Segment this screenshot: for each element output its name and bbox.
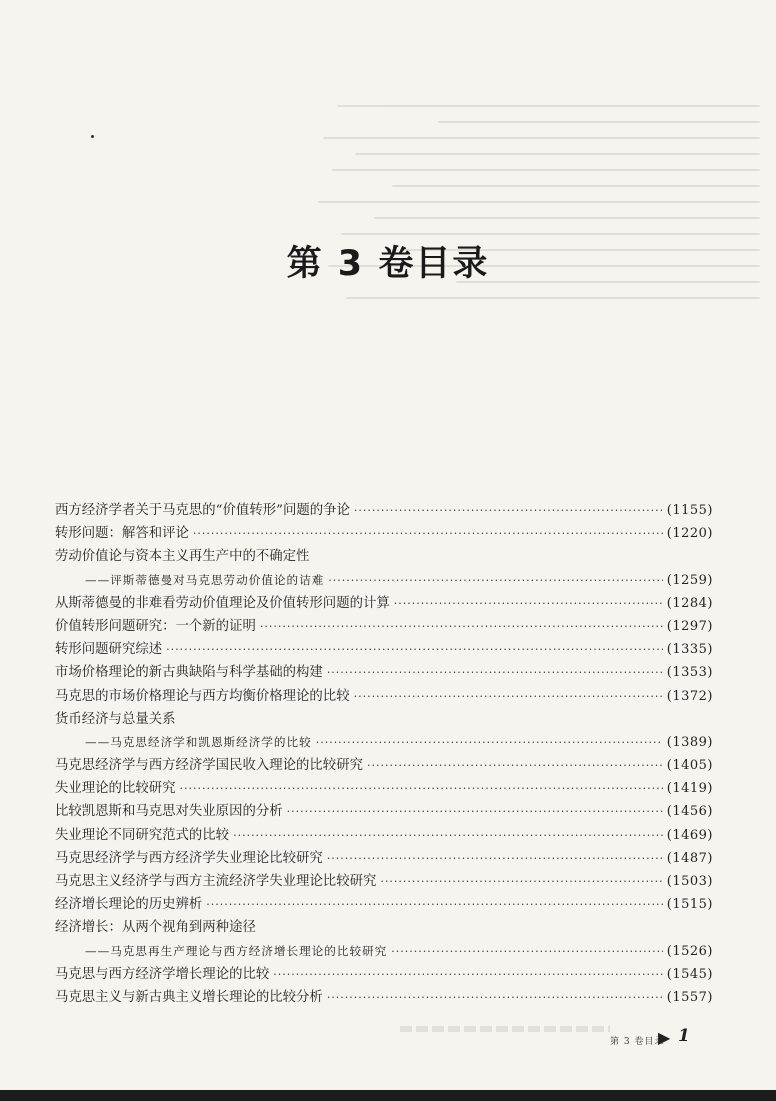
toc-page-number: (1526): [666, 943, 713, 959]
toc-entry: [55, 638, 713, 661]
scan-bottom-edge: [0, 1090, 776, 1101]
toc-entry-title: 比较凯恩斯和马克思对失业原因的分析: [55, 804, 283, 820]
dot-leader: [206, 893, 662, 916]
toc-entry: [55, 800, 713, 823]
toc-page-number: (1419): [666, 781, 713, 797]
dot-leader: [391, 940, 663, 963]
toc-page-number: (1220): [666, 526, 713, 542]
toc-page-number: (1545): [666, 966, 713, 982]
toc-entry: [55, 708, 713, 731]
toc-page-number: (1155): [666, 503, 713, 518]
toc-entry-title: 转形问题研究综述: [55, 642, 163, 658]
toc-entry: [55, 847, 713, 870]
toc-entry: [55, 685, 713, 708]
speck-mark: [91, 135, 94, 138]
page-footer: [440, 1028, 720, 1058]
dot-leader: [367, 754, 663, 777]
toc-page-number: (1503): [666, 874, 713, 889]
dot-leader: [327, 661, 663, 684]
toc-entry: [55, 661, 713, 684]
toc-page-number: (1487): [666, 850, 713, 866]
dot-leader: [394, 592, 663, 615]
toc-page-number: (1353): [666, 665, 713, 681]
dot-leader: [316, 731, 663, 754]
toc-entry: [55, 986, 713, 1009]
toc-entry-title: 劳动价值论与资本主义再生产中的不确定性: [55, 549, 310, 565]
toc-entry-title: 马克思与西方经济学增长理论的比较: [55, 966, 270, 982]
toc-entry: [55, 893, 713, 916]
toc-entry-title: 马克思主义与新古典主义增长理论的比较分析: [55, 989, 323, 1005]
page-title: 第 3 卷目录: [286, 244, 490, 285]
toc-entry: [55, 754, 713, 777]
toc-entry: [55, 916, 713, 939]
toc-entry-title: 转形问题：解答和评论: [55, 526, 189, 542]
toc-subtitle-entry: [55, 569, 713, 592]
toc-entry: [55, 824, 713, 847]
toc-entry-title: 马克思的市场价格理论与西方均衡价格理论的比较: [55, 688, 350, 704]
page-number: 1: [678, 1026, 690, 1046]
toc-subtitle-entry: [55, 731, 713, 754]
toc-entry-title: 货币经济与总量关系: [55, 711, 176, 727]
toc-entry-title: 西方经济学者关于马克思的“价值转形”问题的争论: [55, 503, 350, 518]
toc-entry-title: 失业理论不同研究范式的比较: [55, 827, 230, 843]
dot-leader: [380, 870, 662, 893]
toc-page-number: (1456): [666, 804, 713, 820]
toc-page-number: (1284): [666, 595, 713, 611]
toc-page-number: (1372): [666, 688, 713, 704]
toc-entry-title: 马克思经济学与西方经济学国民收入理论的比较研究: [55, 758, 363, 774]
toc-entry-title: ——评斯蒂德曼对马克思劳动价值论的诘难: [85, 572, 325, 587]
footer-label: 第 3 卷目录: [610, 1037, 665, 1047]
table-of-contents: [55, 499, 713, 1009]
toc-page-number: (1335): [666, 642, 713, 658]
toc-entry-title: 价值转形问题研究：一个新的证明: [55, 618, 256, 634]
dot-leader: [273, 963, 663, 986]
toc-entry-title: 经济增长：从两个视角到两种途径: [55, 920, 256, 936]
dot-leader: [354, 499, 663, 522]
triangle-marker-icon: ▶: [658, 1028, 671, 1047]
toc-entry: [55, 499, 713, 522]
toc-page-number: (1515): [666, 897, 713, 913]
footer-bleed-through: [400, 1026, 610, 1032]
toc-entry: [55, 777, 713, 800]
toc-entry: [55, 615, 713, 638]
toc-entry-title: 经济增长理论的历史辨析: [55, 897, 203, 913]
toc-entry: [55, 545, 713, 568]
toc-page-number: (1405): [666, 758, 713, 774]
toc-page-number: (1557): [666, 989, 713, 1005]
toc-page-number: (1389): [666, 734, 713, 750]
dot-leader: [233, 824, 663, 847]
toc-entry-title: 从斯蒂德曼的非难看劳动价值理论及价值转形问题的计算: [55, 595, 390, 611]
toc-entry: [55, 870, 713, 893]
toc-entry-title: ——马克思经济学和凯恩斯经济学的比较: [85, 734, 312, 749]
toc-page-number: (1469): [666, 827, 713, 843]
toc-entry: [55, 522, 713, 545]
dot-leader: [193, 522, 663, 545]
dot-leader: [327, 986, 663, 1009]
dot-leader: [180, 777, 663, 800]
toc-subtitle-entry: [55, 940, 713, 963]
dot-leader: [328, 569, 662, 592]
dot-leader: [327, 847, 663, 870]
toc-page-number: (1297): [666, 618, 713, 634]
toc-page-number: (1259): [666, 572, 713, 588]
dot-leader: [287, 800, 663, 823]
toc-entry-title: 马克思主义经济学与西方主流经济学失业理论比较研究: [55, 874, 377, 889]
toc-entry: [55, 592, 713, 615]
dot-leader: [260, 615, 663, 638]
toc-entry: [55, 963, 713, 986]
toc-entry-title: 马克思经济学与西方经济学失业理论比较研究: [55, 850, 323, 866]
toc-entry-title: ——马克思再生产理论与西方经济增长理论的比较研究: [85, 943, 388, 958]
toc-entry-title: 失业理论的比较研究: [55, 781, 176, 797]
dot-leader: [166, 638, 663, 661]
dot-leader: [354, 685, 663, 708]
toc-entry-title: 市场价格理论的新古典缺陷与科学基础的构建: [55, 665, 323, 681]
